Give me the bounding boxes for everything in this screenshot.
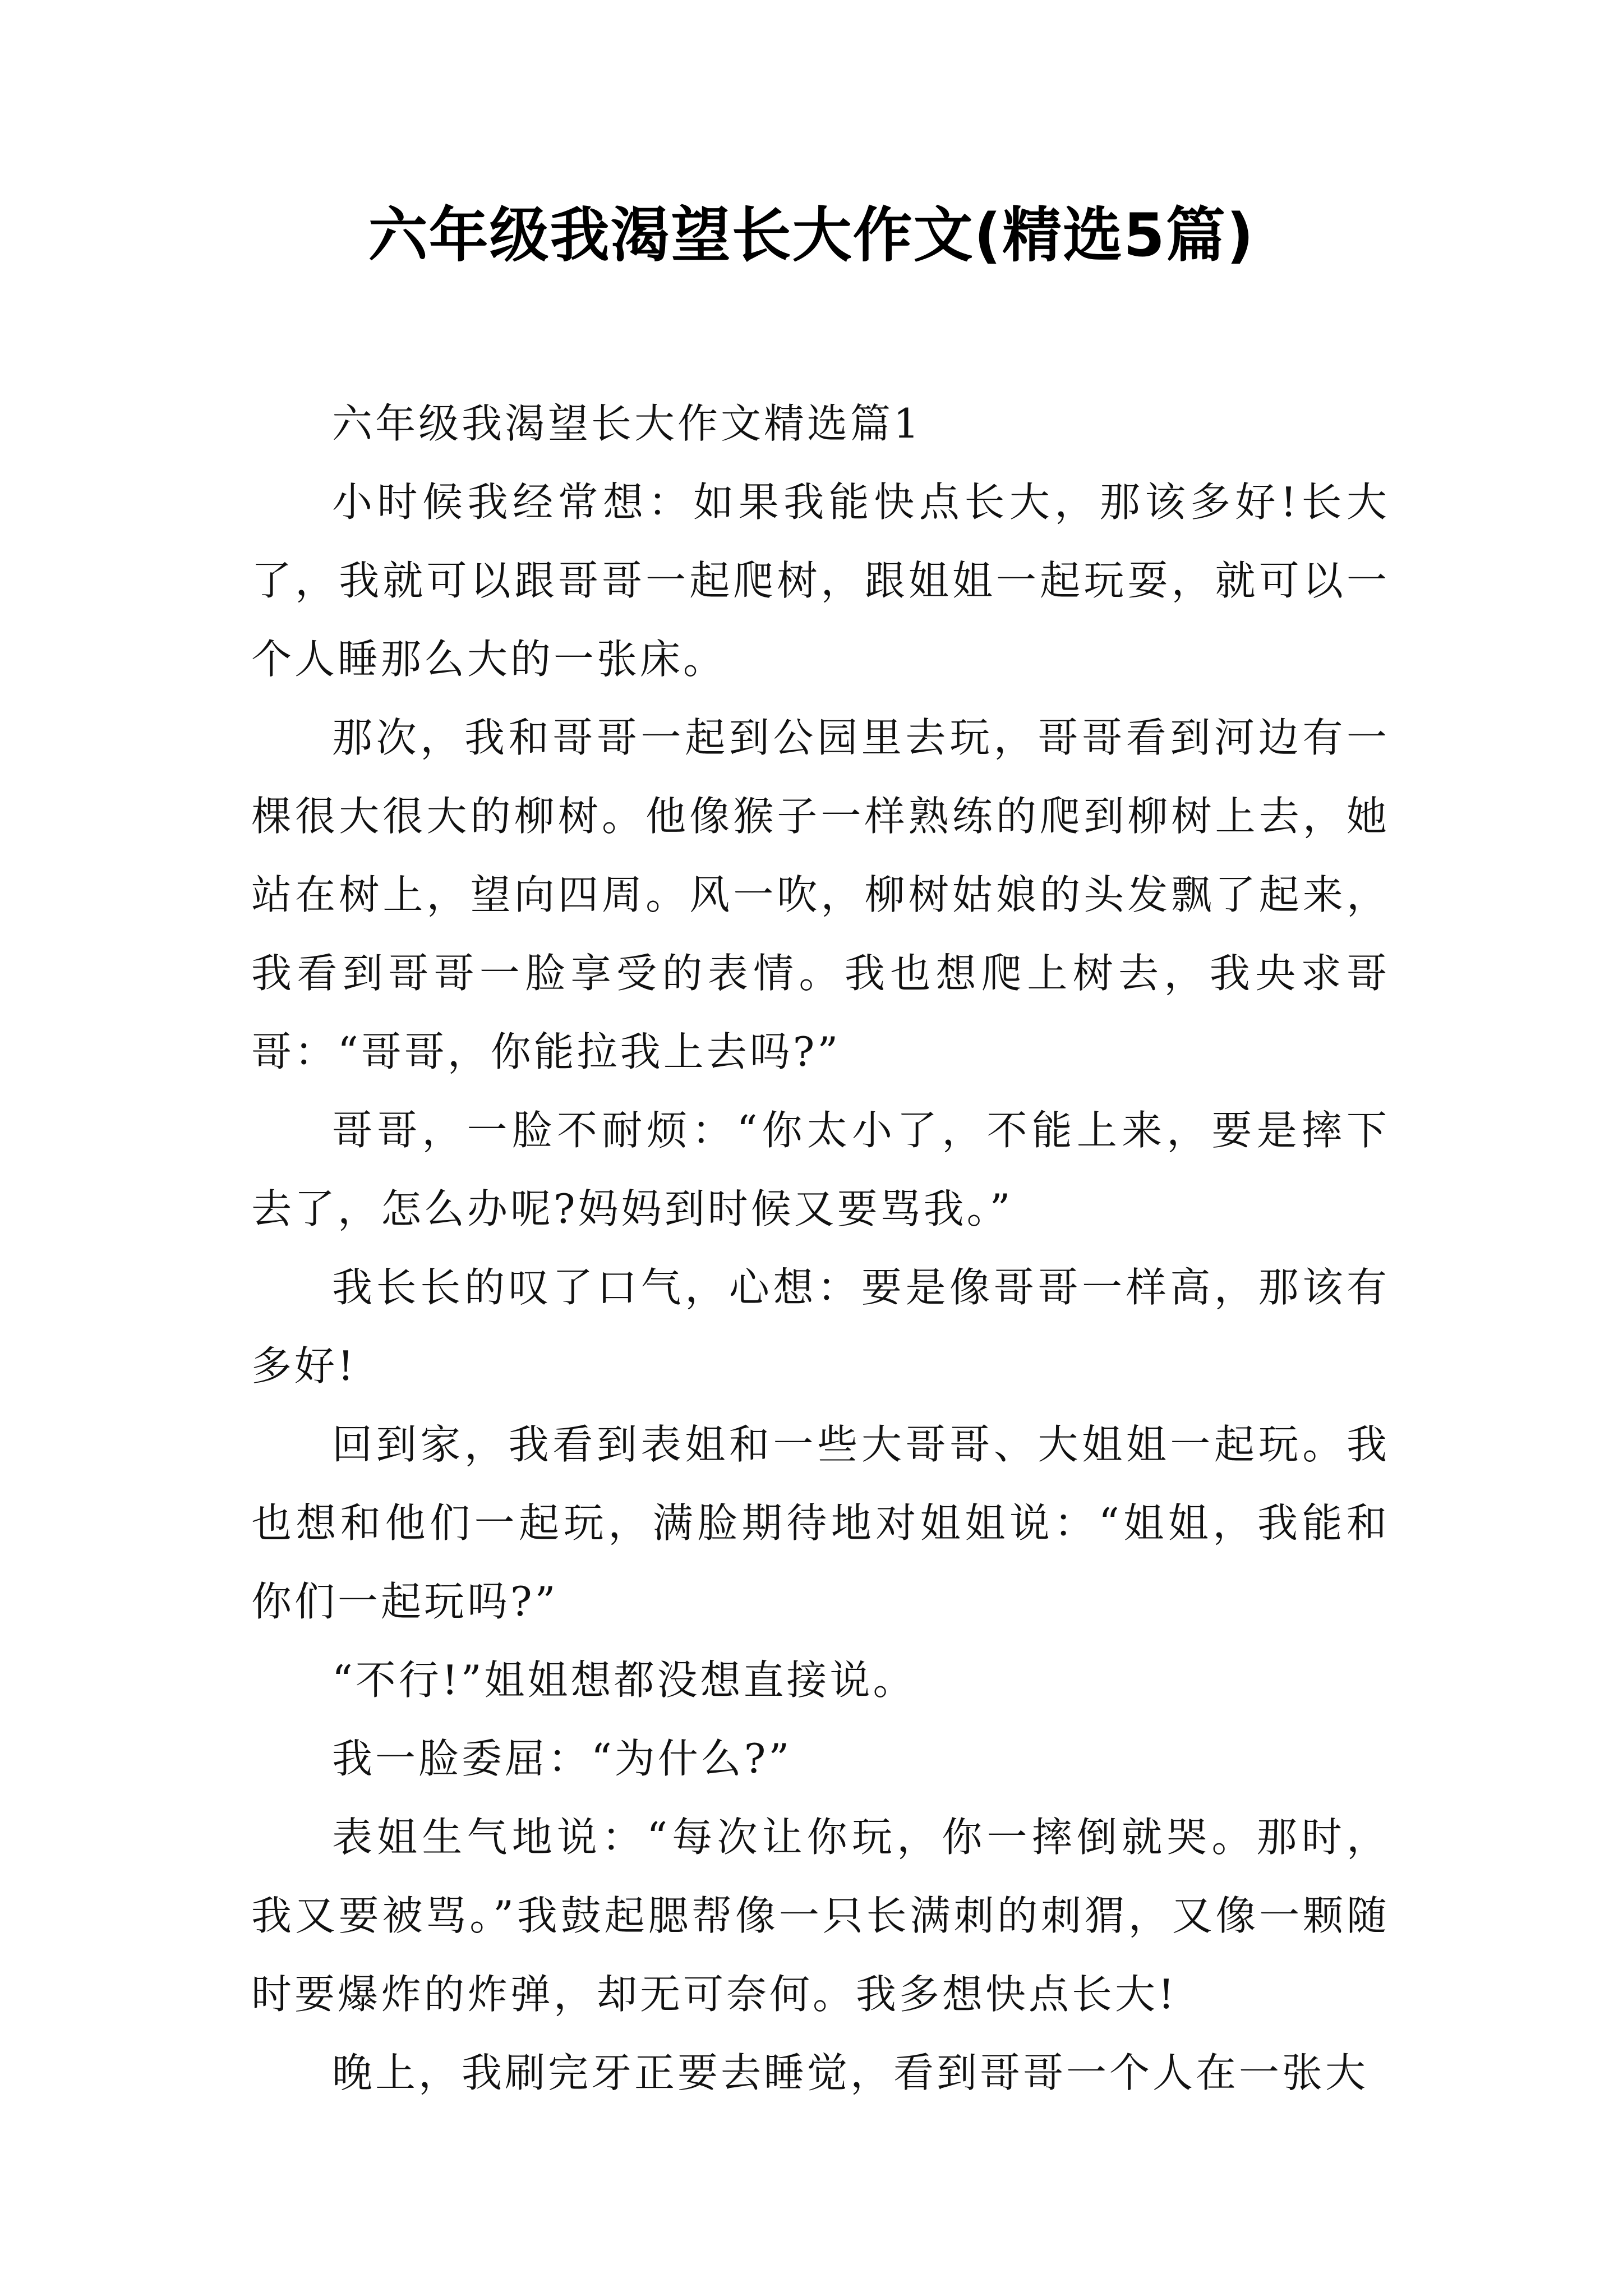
paragraph: “不行!”姐姐想都没想直接说。 xyxy=(332,1657,916,1704)
paragraph: 那次，我和哥哥一起到公园里去玩，哥哥看到河边有一棵很大很大的柳树。他像猴子一样熟练的爬到柳树上去，她站在树上，望向四周。风一吹，柳树姑娘的头发飘了起来，我看到哥哥一脸享受的表情。我也想爬上树去，我央求哥哥：“哥哥，你能拉我上去吗?” xyxy=(251,714,1390,1075)
paragraph: 表姐生气地说：“每次让你玩，你一摔倒就哭。那时，我又要被骂。”我鼓起腮帮像一只长满刺的刺猬，又像一颗随时要爆炸的炸弹，却无可奈何。我多想快点长大! xyxy=(251,1814,1390,2018)
paragraph: 晚上，我刷完牙正要去睡觉，看到哥哥一个人在一张大 xyxy=(332,2049,1369,2096)
paragraph: 回到家，我看到表姐和一些大哥哥、大姐姐一起玩。我也想和他们一起玩，满脸期待地对姐姐说：“姐姐，我能和你们一起玩吗?” xyxy=(251,1421,1390,1625)
paragraph: 我长长的叹了口气，心想：要是像哥哥一样高，那该有多好! xyxy=(251,1264,1390,1389)
paragraph: 小时候我经常想：如果我能快点长大，那该多好!长大了，我就可以跟哥哥一起爬树，跟姐姐一起玩耍，就可以一个人睡那么大的一张床。 xyxy=(251,478,1390,683)
section-heading: 六年级我渴望长大作文精选篇1 xyxy=(332,400,922,447)
paragraph: 哥哥，一脸不耐烦：“你太小了，不能上来，要是摔下去了，怎么办呢?妈妈到时候又要骂我。” xyxy=(251,1107,1390,1232)
document-title: 六年级我渴望长大作文(精选5篇) xyxy=(368,201,1255,270)
document-body xyxy=(251,384,1390,2112)
paragraph: 我一脸委屈：“为什么?” xyxy=(332,1735,792,1782)
